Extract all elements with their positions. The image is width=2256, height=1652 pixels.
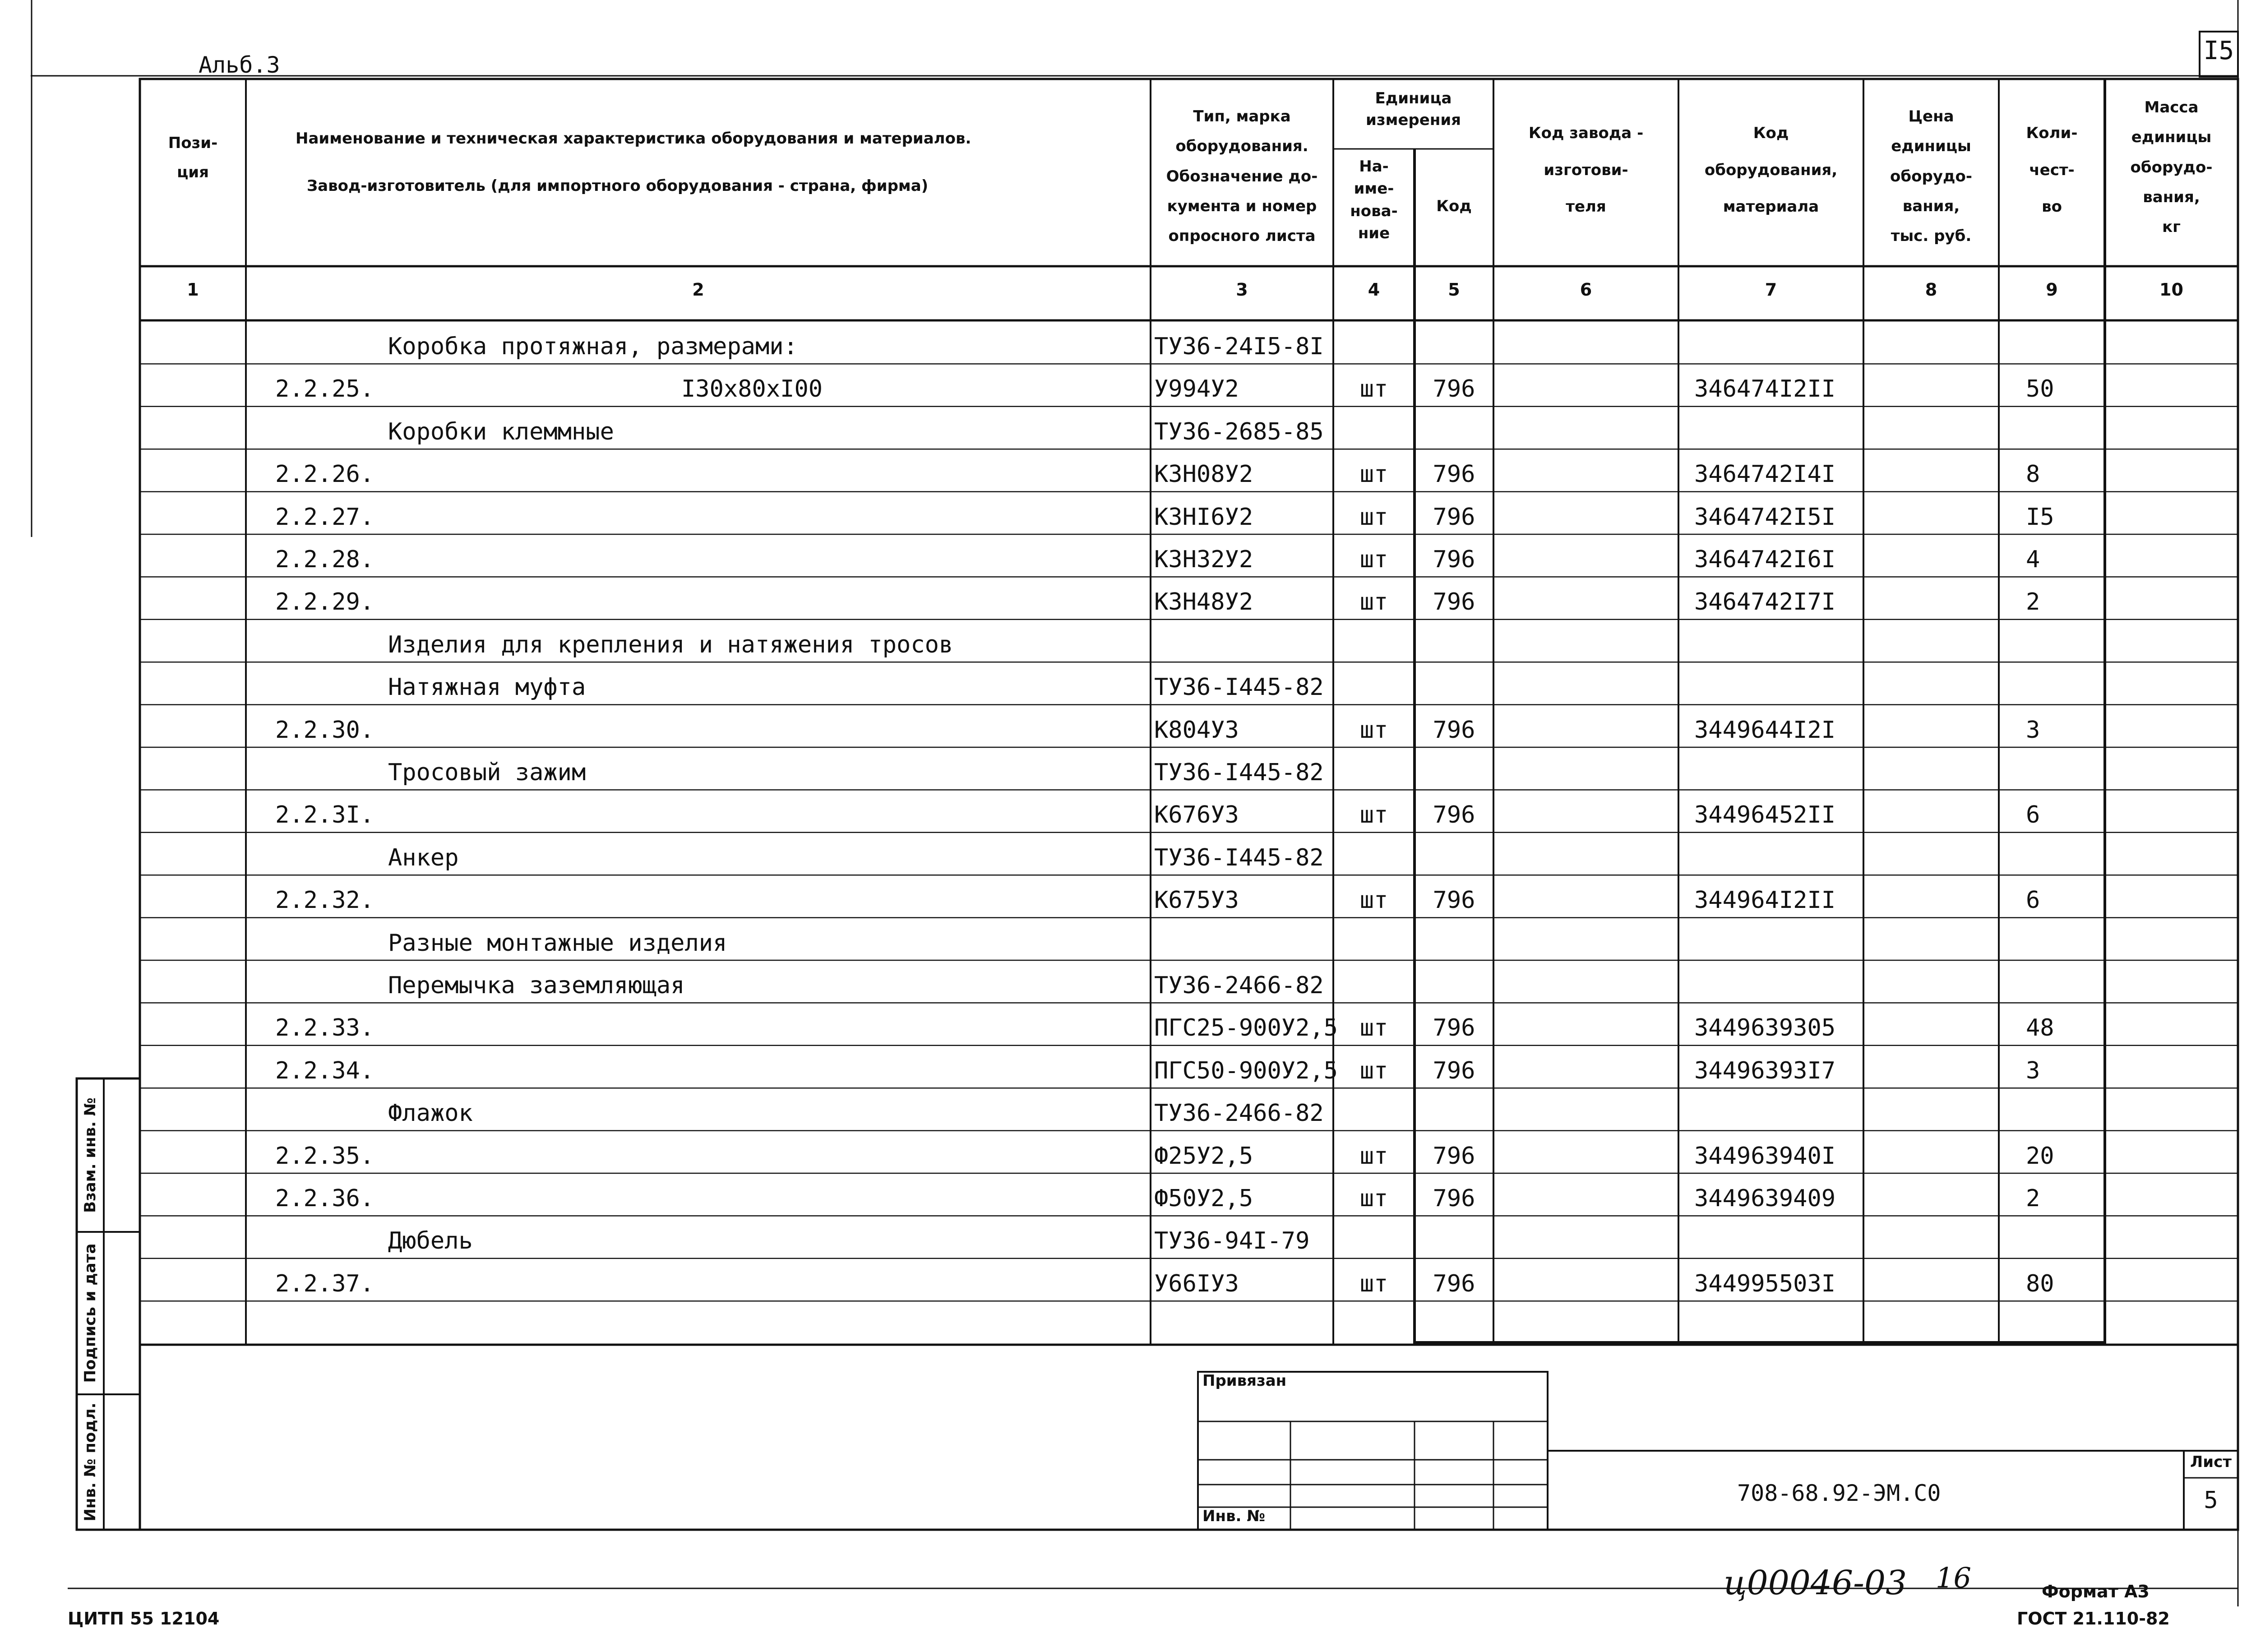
type-cell: ПГС25-900У2,5 [1154,1014,1338,1042]
type-cell: У994У2 [1154,375,1239,403]
document-code: 708-68.92-ЭМ.С0 [1737,1480,1941,1506]
material-code-cell: 346474I2II [1694,375,1836,403]
column-number: 6 [1580,280,1592,300]
type-cell: К3Н32У2 [1154,546,1253,573]
type-cell: Ф25У2,5 [1154,1142,1253,1170]
unit-name-cell: шт [1359,375,1388,403]
quantity-cell: 3 [2026,1057,2040,1084]
material-code-cell: 3464742I6I [1694,546,1836,573]
position-cell: 2.2.30. [275,716,374,744]
unit-code-cell: 796 [1433,503,1475,531]
unit-name-cell: шт [1359,503,1388,531]
material-code-cell: 344963940I [1694,1142,1836,1170]
position-cell: 2.2.35. [275,1142,374,1170]
unit-code-cell: 796 [1433,461,1475,488]
quantity-cell: 6 [2026,887,2040,914]
unit-name-cell: шт [1359,1185,1388,1212]
quantity-cell: 20 [2026,1142,2054,1170]
unit-code-cell: 796 [1433,1014,1475,1042]
material-code-cell: 3464742I4I [1694,461,1836,488]
material-code-cell: 3464742I7I [1694,588,1836,616]
unit-name-cell: шт [1359,887,1388,914]
stamp-privyazan: Привязан [1202,1372,1287,1390]
type-cell: К3Н08У2 [1154,461,1253,488]
material-code-cell: 3449639305 [1694,1014,1836,1042]
format-label: Формат А3 [2042,1582,2150,1601]
column-number: 7 [1765,280,1777,300]
name-cell: Коробки клеммные [388,418,614,445]
unit-name-cell: шт [1359,461,1388,488]
header-quantity: Коли- чест- во [2026,124,2078,216]
type-cell: Ф50У2,5 [1154,1185,1253,1212]
citp-label: ЦИТП 55 12104 [68,1609,220,1629]
type-cell: ТУ36-2466-82 [1154,972,1324,999]
stamp-inv-no: Инв. № [1202,1507,1266,1525]
quantity-cell: 50 [2026,375,2054,403]
unit-code-cell: 796 [1433,887,1475,914]
column-number: 1 [187,280,199,300]
position-cell: 2.2.29. [275,588,374,616]
position-cell: 2.2.25. [275,375,374,403]
unit-code-cell: 796 [1433,375,1475,403]
name-cell: Анкер [388,844,459,871]
quantity-cell: 3 [2026,716,2040,744]
position-cell: 2.2.26. [275,461,374,488]
type-cell: У66IУ3 [1154,1270,1239,1297]
unit-name-cell: шт [1359,546,1388,573]
column-number: 9 [2046,280,2058,300]
header-unit: Единица измерения [1366,89,1461,129]
quantity-cell: 8 [2026,461,2040,488]
quantity-cell: 2 [2026,1185,2040,1212]
sheet-label: Лист [2190,1453,2232,1471]
type-cell: ТУ36-I445-82 [1154,844,1324,871]
type-cell: ПГС50-900У2,5 [1154,1057,1338,1084]
column-number: 2 [692,280,704,300]
header-name-line1: Наименование и техническая характеристика оборудования и материалов. [296,130,971,148]
position-cell: 2.2.37. [275,1270,374,1297]
unit-name-cell: шт [1359,716,1388,744]
header-unit-name: На- име- нова- ние [1350,157,1398,242]
quantity-cell: 2 [2026,588,2040,616]
name-cell: Изделия для крепления и натяжения тросов [388,631,953,658]
material-code-cell: 3449639409 [1694,1185,1836,1212]
material-code-cell: 3464742I5I [1694,503,1836,531]
unit-code-cell: 796 [1433,1142,1475,1170]
column-number: 3 [1236,280,1248,300]
position-cell: 2.2.27. [275,503,374,531]
type-cell: К3Н48У2 [1154,588,1253,616]
header-unit-code: Код [1436,197,1472,215]
name-cell: Разные монтажные изделия [388,929,727,957]
position-cell: 2.2.3I. [275,801,374,829]
unit-code-cell: 796 [1433,801,1475,829]
name-cell: Коробка протяжная, размерами: [388,333,798,360]
side-stamp-inv: Инв. № подл. [81,1402,99,1522]
name-cell: Тросовый зажим [388,759,586,786]
handwritten-sheet: 16 [1936,1561,1971,1594]
quantity-cell: 80 [2026,1270,2054,1297]
unit-name-cell: шт [1359,1270,1388,1297]
type-cell: ТУ36-I445-82 [1154,759,1324,786]
unit-code-cell: 796 [1433,716,1475,744]
unit-code-cell: 796 [1433,1270,1475,1297]
position-cell: 2.2.32. [275,887,374,914]
type-cell: ТУ36-2685-85 [1154,418,1324,445]
column-number: 8 [1925,280,1937,300]
header-type: Тип, марка оборудования. Обозначение до- кумента и номер опросного листа [1166,107,1318,245]
type-cell: К676У3 [1154,801,1239,829]
column-number: 5 [1448,280,1460,300]
unit-name-cell: шт [1359,588,1388,616]
unit-code-cell: 796 [1433,546,1475,573]
unit-name-cell: шт [1359,1057,1388,1084]
unit-name-cell: шт [1359,1142,1388,1170]
sheet-number: 5 [2204,1487,2218,1514]
material-code-cell: 3449644I2I [1694,716,1836,744]
material-code-cell: 34496393I7 [1694,1057,1836,1084]
type-cell: ТУ36-94I-79 [1154,1227,1310,1255]
material-code-cell: 344995503I [1694,1270,1836,1297]
type-cell: ТУ36-I445-82 [1154,674,1324,701]
type-cell: ТУ36-24I5-8I [1154,333,1324,360]
header-material-code: Код оборудования, материала [1704,124,1838,216]
side-stamp-vzam: Взам. инв. № [81,1097,99,1213]
album-label: Альб.3 [199,52,280,78]
unit-name-cell: шт [1359,801,1388,829]
quantity-cell: I5 [2026,503,2054,531]
name-cell: Флажок [388,1100,473,1127]
position-cell: 2.2.34. [275,1057,374,1084]
unit-name-cell: шт [1359,1014,1388,1042]
name-cell: Дюбель [388,1227,473,1255]
unit-code-cell: 796 [1433,1185,1475,1212]
name-cell: Натяжная муфта [388,674,586,701]
side-stamp-signature: Подпись и дата [81,1243,99,1383]
header-mass: Масса единицы оборудо- вания, кг [2130,98,2213,236]
quantity-cell: 6 [2026,801,2040,829]
handwritten-number: ц00046-03 [1724,1564,1907,1602]
type-cell: ТУ36-2466-82 [1154,1100,1324,1127]
material-code-cell: 344964I2II [1694,887,1836,914]
column-number: 10 [2159,280,2183,300]
name-cell: I30x80xI00 [681,375,823,403]
type-cell: К675У3 [1154,887,1239,914]
type-cell: К3НI6У2 [1154,503,1253,531]
header-position: Пози- ция [168,134,218,181]
header-price: Цена единицы оборудо- вания, тыс. руб. [1890,107,1972,245]
header-factory-code: Код завода - изготови- теля [1528,124,1644,216]
position-cell: 2.2.36. [275,1185,374,1212]
position-cell: 2.2.33. [275,1014,374,1042]
material-code-cell: 34496452II [1694,801,1836,829]
column-number: 4 [1368,280,1380,300]
type-cell: К804У3 [1154,716,1239,744]
gost-label: ГОСТ 21.110-82 [2017,1609,2170,1629]
unit-code-cell: 796 [1433,588,1475,616]
quantity-cell: 4 [2026,546,2040,573]
position-cell: 2.2.28. [275,546,374,573]
header-name-line2: Завод-изготовитель (для импортного оборудования - страна, фирма) [307,177,929,195]
page-number: I5 [2203,36,2234,65]
unit-code-cell: 796 [1433,1057,1475,1084]
name-cell: Перемычка заземляющая [388,972,685,999]
quantity-cell: 48 [2026,1014,2054,1042]
